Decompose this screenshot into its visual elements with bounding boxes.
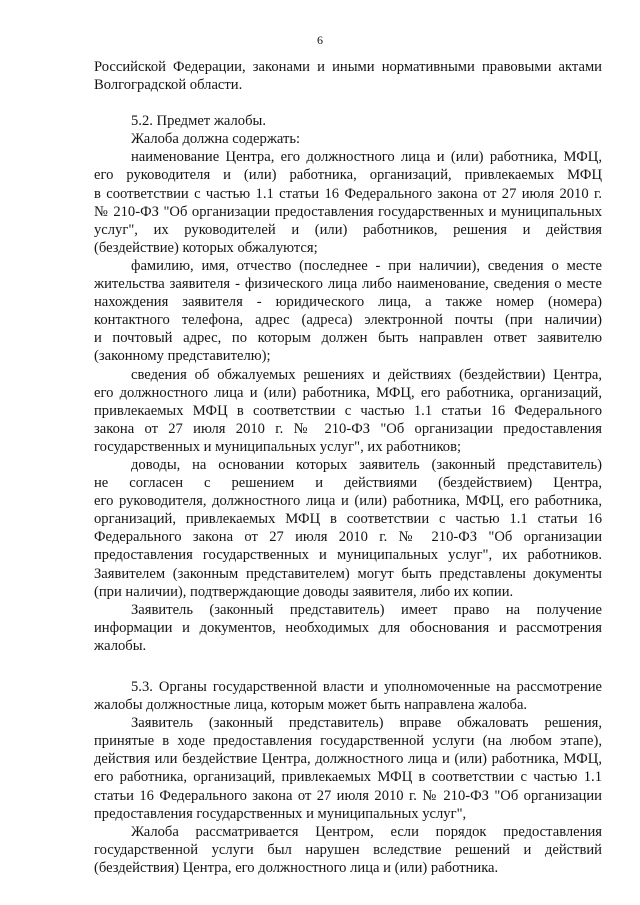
text-line: в соответствии с частью 1.1 статьи 16 Федерального закона от 27 июля 2010 г. bbox=[94, 185, 602, 202]
paragraph bbox=[94, 823, 602, 877]
paragraph bbox=[94, 257, 602, 366]
text-line: действия или бездействие Центра, должностного лица и (или) работника, МФЦ, bbox=[94, 751, 602, 768]
text-line: (законному представителю); bbox=[94, 348, 271, 365]
text-line: его руководителя и (или) работника, организаций, привлекаемых МФЦ bbox=[94, 167, 602, 184]
text-line: не согласен с решением и действиями (бездействием) Центра, bbox=[94, 475, 602, 492]
text-line: 5.2. Предмет жалобы. bbox=[131, 113, 266, 130]
text-line: его должностного лица и (или) работника, МФЦ, его работника, организаций, bbox=[94, 384, 602, 401]
text-line: Федерального закона от 27 июля 2010 г. № 210-ФЗ "Об организации bbox=[94, 529, 602, 546]
paragraph bbox=[94, 456, 602, 601]
paragraph bbox=[94, 601, 602, 655]
text-line: предоставления государственных и муниципальных услуг", bbox=[94, 805, 467, 822]
text-line: доводы, на основании которых заявитель (законный представитель) bbox=[131, 456, 602, 473]
paragraph bbox=[94, 714, 602, 823]
text-line: его работника, организаций, привлекаемых МФЦ в соответствии с частью 1.1 bbox=[94, 769, 602, 786]
text-line: Волгоградской области. bbox=[94, 77, 243, 94]
text-line: жительства заявителя - физического лица либо наименование, сведения о месте bbox=[94, 276, 602, 293]
text-line: принятые в ходе предоставления государственной услуги (на любом этапе), bbox=[94, 733, 602, 750]
paragraph bbox=[94, 130, 602, 148]
paragraph bbox=[94, 678, 602, 714]
paragraph-spacer bbox=[94, 94, 602, 112]
text-line: Российской Федерации, законами и иными нормативными правовыми актами bbox=[94, 59, 602, 75]
text-line: сведения об обжалуемых решениях и действиях (бездействии) Центра, bbox=[131, 366, 602, 383]
text-line: № 210-ФЗ "Об организации предоставления государственных и муниципальных bbox=[94, 203, 602, 220]
text-line: организаций, привлекаемых МФЦ в соответствии с частью 1.1 статьи 16 bbox=[94, 511, 602, 528]
paragraph bbox=[94, 148, 602, 257]
text-line: Заявитель (законный представитель) имеет право на получение bbox=[131, 601, 602, 618]
text-line: Жалоба должна содержать: bbox=[131, 131, 301, 148]
text-line: привлекаемых МФЦ в соответствии с частью 1.1 статьи 16 Федерального bbox=[94, 402, 602, 419]
text-line: Жалоба рассматривается Центром, если порядок предоставления bbox=[131, 823, 602, 840]
text-line: Заявитель (законный представитель) вправе обжаловать решения, bbox=[131, 715, 602, 732]
text-line: Заявителем (законным представителем) могут быть представлены документы bbox=[94, 565, 602, 582]
text-line: (при наличии), подтверждающие доводы заявителя, либо их копии. bbox=[94, 583, 514, 600]
text-line: (бездействие) которых обжалуются; bbox=[94, 239, 318, 256]
text-line: его руководителя, должностного лица и (или) работника, МФЦ, его работника, bbox=[94, 493, 602, 510]
text-line: и почтовый адрес, по которым должен быть направлен ответ заявителю bbox=[94, 330, 602, 347]
text-line: жалобы должностные лица, которым может быть направлена жалоба. bbox=[94, 697, 528, 714]
paragraph bbox=[94, 366, 602, 456]
page-number: 6 bbox=[317, 33, 323, 47]
text-line: нахождения заявителя - юридического лица, а также номер (номера) bbox=[94, 294, 602, 311]
paragraph bbox=[94, 112, 602, 130]
text-line: фамилию, имя, отчество (последнее - при наличии), сведения о месте bbox=[131, 257, 602, 274]
paragraph bbox=[94, 58, 602, 94]
text-line: статьи 16 Федерального закона от 27 июля 2010 г. № 210-ФЗ "Об организации bbox=[94, 787, 602, 804]
text-line: (бездействия) Центра, его должностного лица и (или) работника. bbox=[94, 859, 499, 876]
text-line: жалобы. bbox=[94, 637, 147, 654]
paragraph-spacer bbox=[94, 655, 602, 678]
text-line: предоставления государственных и муниципальных услуг", их работников. bbox=[94, 547, 602, 564]
text-line: 5.3. Органы государственной власти и уполномоченные на рассмотрение bbox=[131, 679, 602, 695]
text-line: контактного телефона, адрес (адреса) электронной почты (при наличии) bbox=[94, 312, 602, 329]
text-line: государственных и муниципальных услуг", их работников; bbox=[94, 438, 462, 455]
text-line: наименование Центра, его должностного лица и (или) работника, МФЦ, bbox=[131, 149, 602, 166]
document-body bbox=[94, 58, 602, 877]
text-line: услуг", их руководителей и (или) работников, решения и действия bbox=[94, 221, 602, 238]
text-line: закона от 27 июля 2010 г. № 210-ФЗ "Об организации предоставления bbox=[94, 420, 602, 437]
text-line: информации и документов, необходимых для обоснования и рассмотрения bbox=[94, 619, 602, 636]
text-line: государственной услуги был нарушен вследствие решений и действий bbox=[94, 841, 602, 858]
